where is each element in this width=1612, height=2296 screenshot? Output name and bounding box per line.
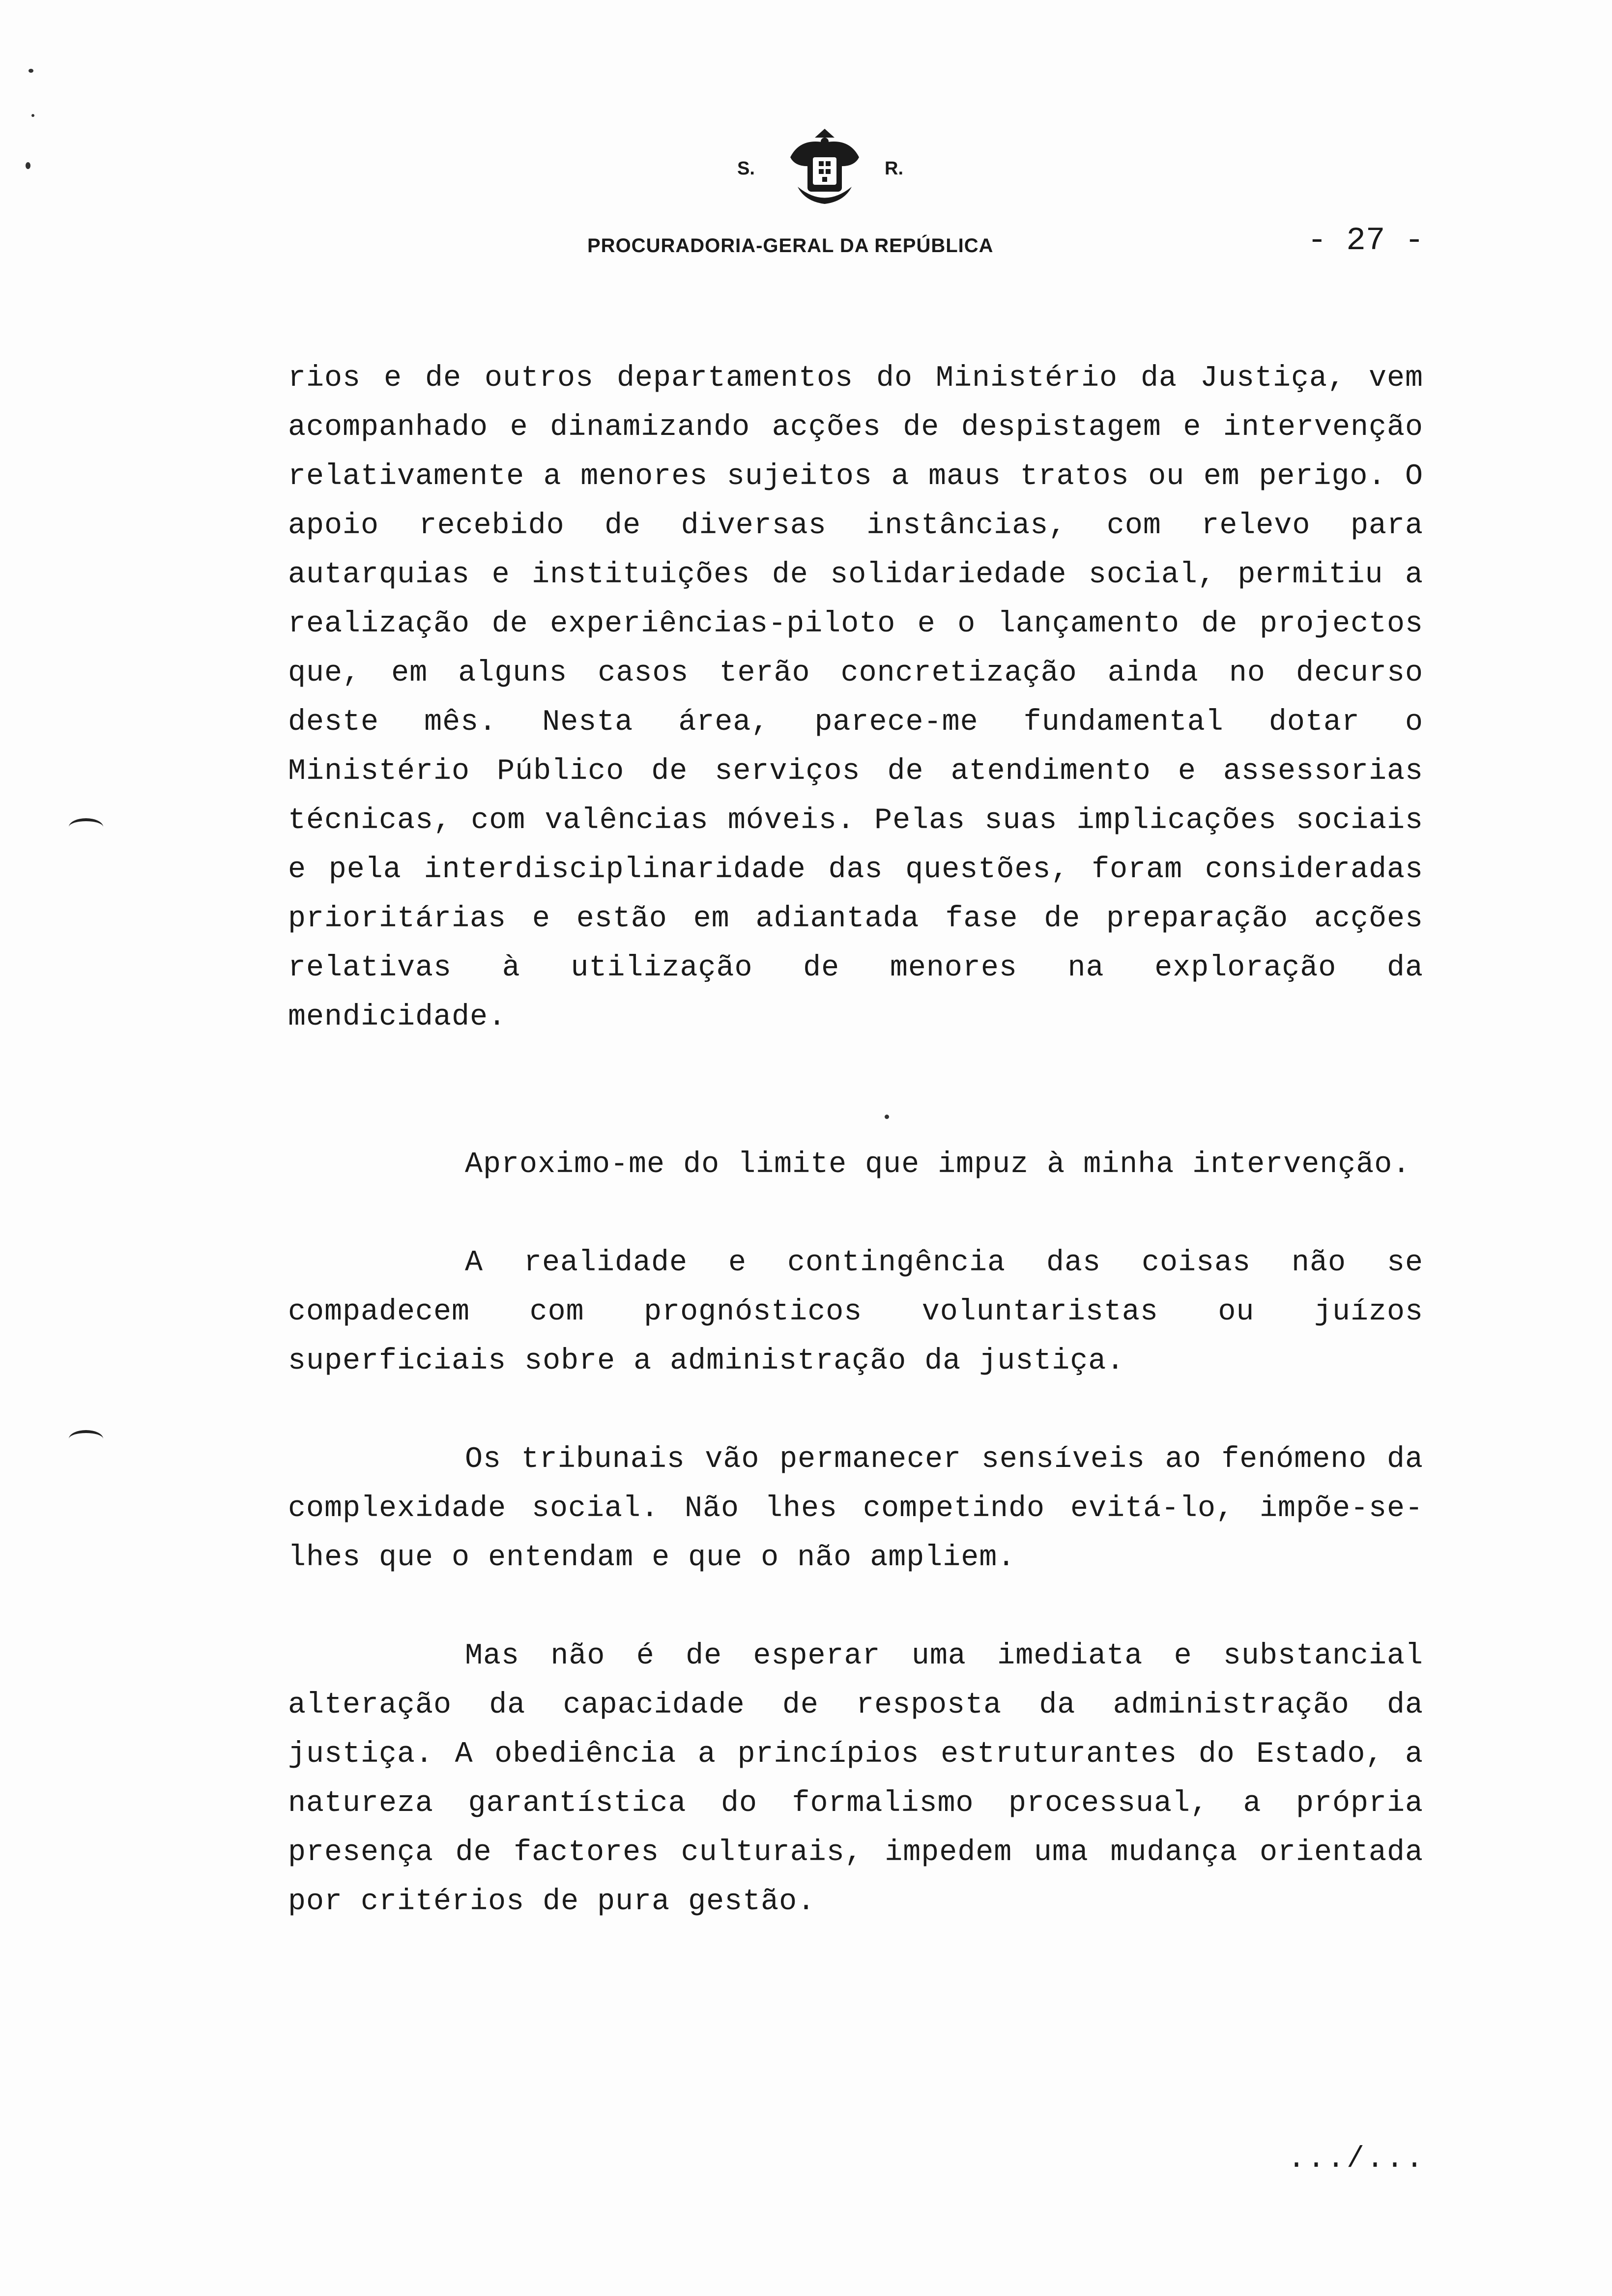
margin-punch-mark [69,1430,103,1448]
letterhead-initial-s: S. [737,158,755,179]
page-number: - 27 - [1307,222,1424,259]
body-text [288,354,1423,1926]
scan-speck [885,1115,889,1119]
letterhead-initial-r: R. [885,158,903,179]
scan-speck [31,114,34,117]
paragraph-5: Mas não é de esperar uma imediata e substancial alteração da capacidade de resposta da administração da justiça. A obediência a princípios estruturantes do Estado, a natureza garantística do formalismo processual, a própria presença de factores culturais, impedem uma mudança orientada por critérios de pura gestão. [288,1639,1423,1919]
paragraph-4: Os tribunais vão permanecer sensíveis ao fenómeno da complexidade social. Não lhes competindo evitá-lo, impõe-se-lhes que o entendam e que o não ampliem. [288,1443,1423,1575]
letterhead [737,147,914,206]
paragraph-1: rios e de outros departamentos do Ministério da Justiça, vem acompanhado e dinamizando acções de despistagem e intervenção relativamente a menores sujeitos a maus tratos ou em perigo. O apoio recebido de diversas instâncias, com relevo para autarquias e instituições de solidariedade social, permitiu a realização de experiências-piloto e o lançamento de projectos que, em alguns casos terão concretização ainda no decurso deste mês. Nesta área, parece-me fundamental dotar o Ministério Público de serviços de atendimento e assessorias técnicas, com valências móveis. Pelas suas implicações sociais e pela interdisciplinaridade das questões, foram consideradas prioritárias e estão em adiantada fase de preparação acções relativas à utilização de menores na exploração da mendicidade. [288,362,1423,1034]
scan-speck [26,162,30,169]
paragraph-2: Aproximo-me do limite que impuz à minha intervenção. [465,1148,1411,1181]
scan-speck [29,69,33,73]
coat-of-arms-icon [780,128,869,211]
paragraph-3: A realidade e contingência das coisas não se compadecem com prognósticos voluntaristas ou juízos superficiais sobre a administração da justiça. [288,1246,1423,1378]
institution-name: PROCURADORIA-GERAL DA REPÚBLICA [587,235,994,257]
margin-punch-mark [69,818,103,836]
continuation-mark: .../... [1288,2143,1426,2176]
